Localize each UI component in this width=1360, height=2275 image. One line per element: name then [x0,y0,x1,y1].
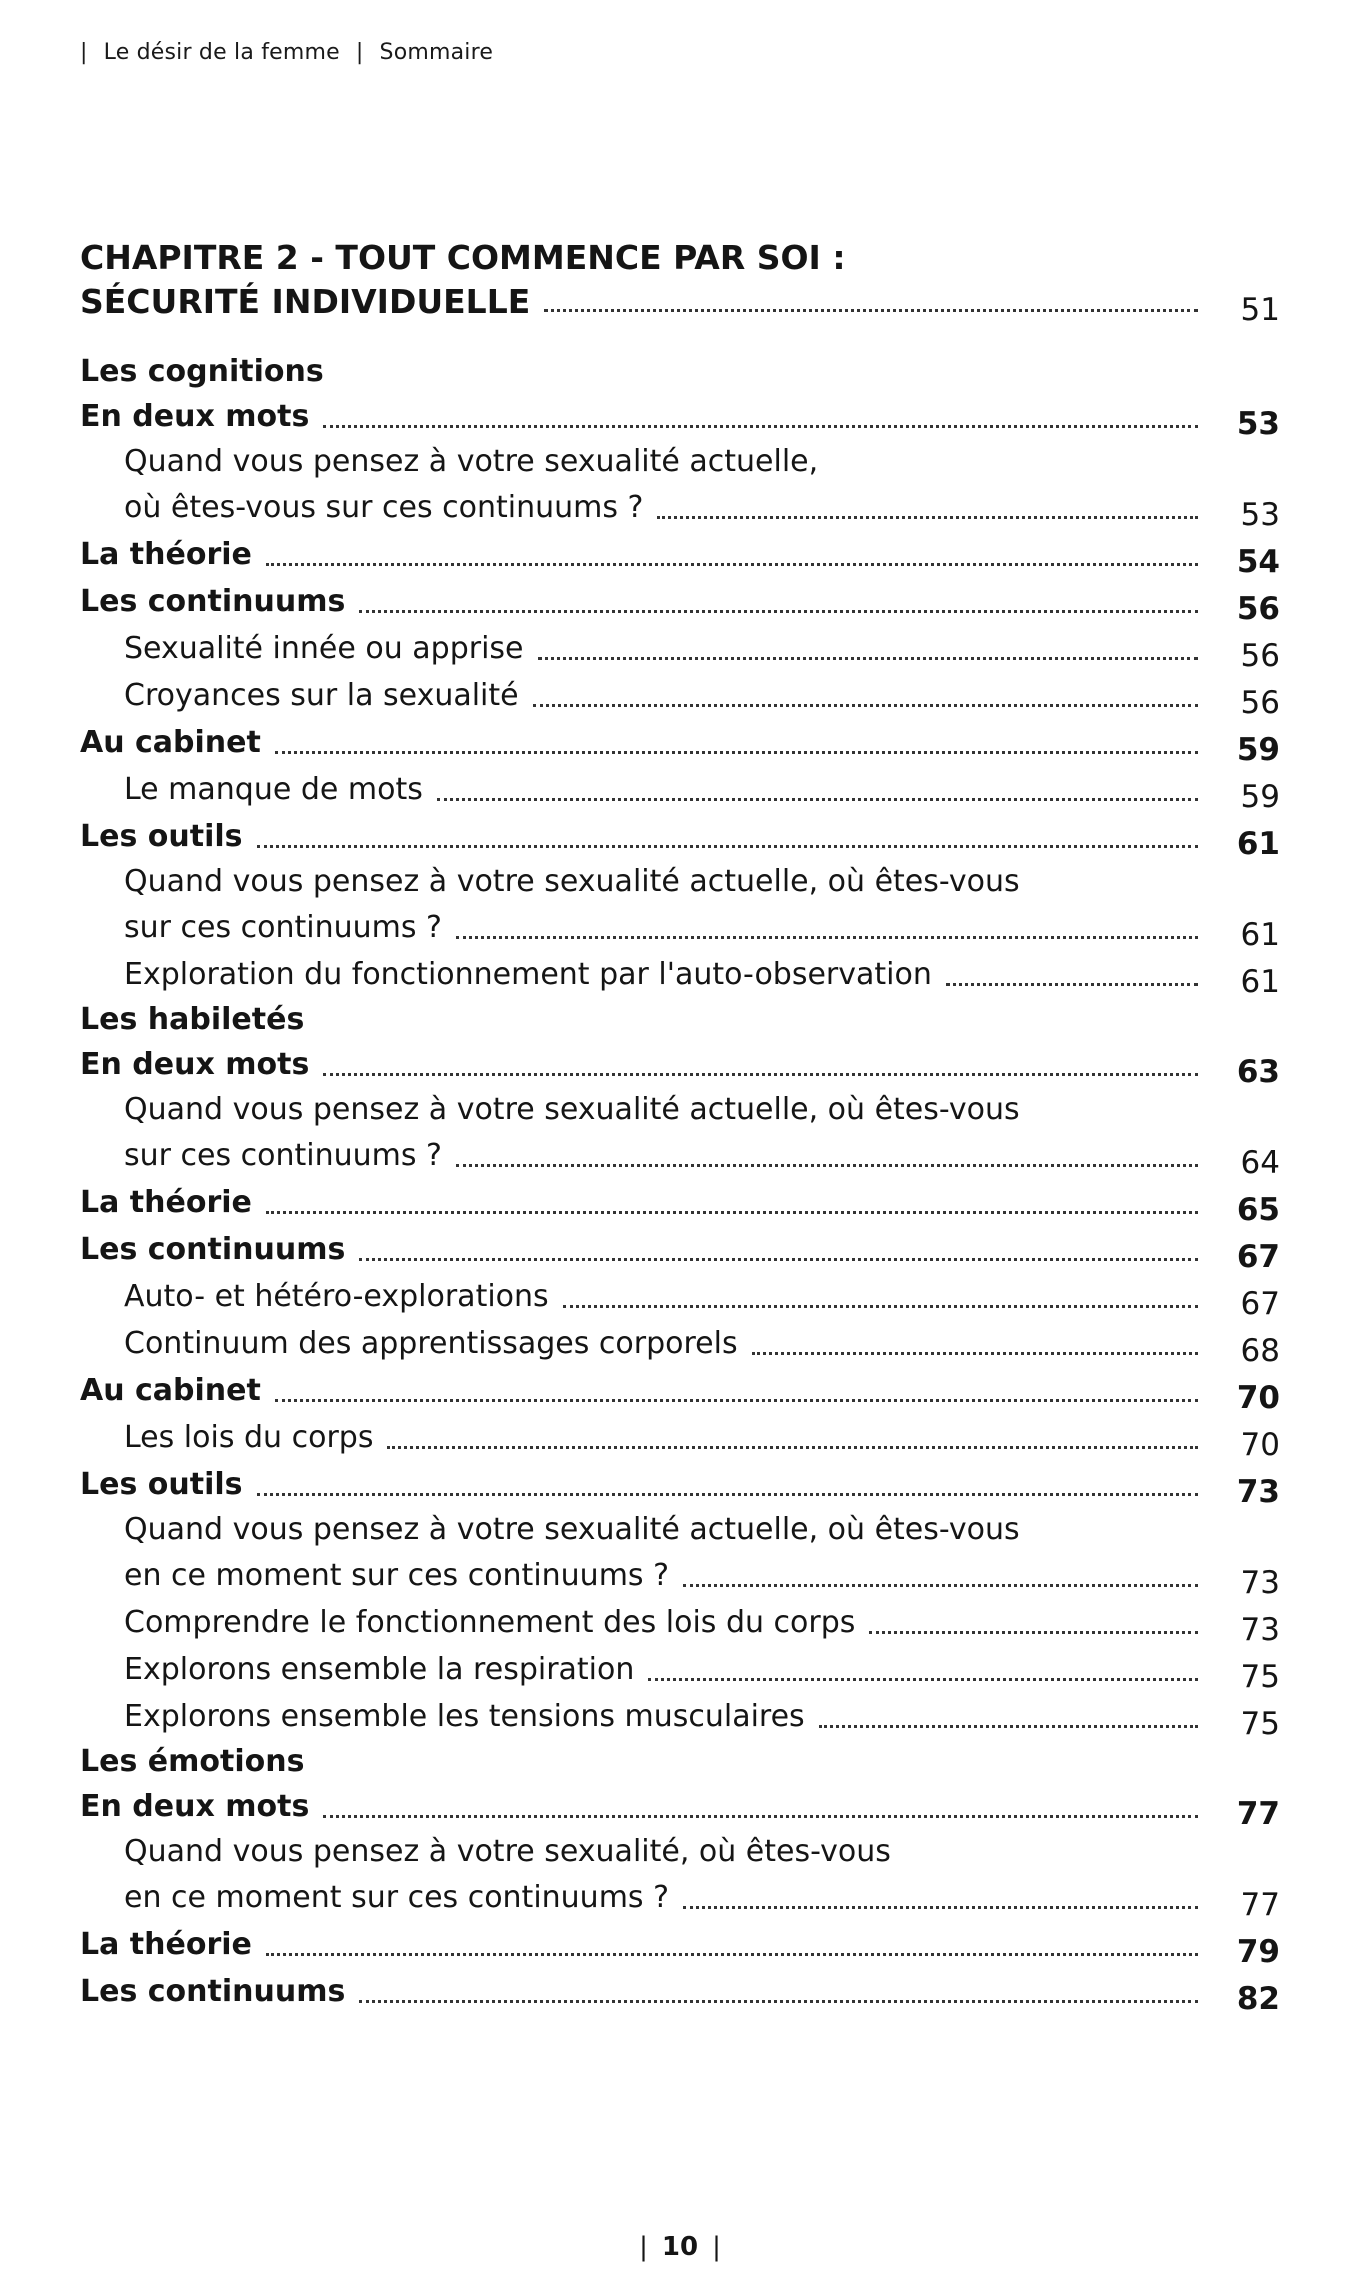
dot-leader [387,1446,1198,1449]
toc-entry [80,393,1280,440]
entry-title: Exploration du fonctionnement par l'auto-observation [124,957,932,992]
toc-subentry [80,672,1280,719]
entry-page-number: 61 [1240,964,1280,1000]
entry-title: sur ces continuums ? [124,910,442,945]
entry-page-number: 70 [1236,1380,1280,1416]
toc-subentry [80,1552,1280,1599]
dot-leader [266,563,1198,566]
entry-title: Au cabinet [80,725,261,760]
toc-entry-line: Quand vous pensez à votre sexualité actuelle, où êtes-vous [124,864,1020,899]
chapter-page-number: 51 [1240,292,1280,328]
spacer [80,324,1280,350]
toc-entry [80,1367,1280,1414]
entry-title: Explorons ensemble les tensions musculaires [124,1699,805,1734]
page-number: 10 [661,2232,699,2262]
dot-leader [323,1073,1198,1076]
entry-page-number: 73 [1240,1612,1280,1648]
entry-page-number: 73 [1240,1565,1280,1601]
entry-page-number: 53 [1240,497,1280,533]
dot-leader [538,657,1199,660]
toc-entry [80,1226,1280,1273]
entry-title: sur ces continuums ? [124,1138,442,1173]
section-heading: Les cognitions [80,354,324,389]
toc-entry [80,1041,1280,1088]
entry-page-number: 79 [1236,1934,1280,1970]
entry-title: Les continuums [80,1974,346,2009]
entry-title: En deux mots [80,1047,310,1082]
chapter-title-line2: SÉCURITÉ INDIVIDUELLE [80,282,531,321]
dot-leader [456,936,1198,939]
book-title: Le désir de la femme [103,40,340,65]
entry-title: En deux mots [80,1789,310,1824]
entry-page-number: 61 [1236,826,1280,862]
toc-subentry [80,1414,1280,1461]
entry-title: Sexualité innée ou apprise [124,631,524,666]
dot-leader [266,1953,1198,1956]
section-title: Sommaire [379,40,494,65]
entry-title: en ce moment sur ces continuums ? [124,1558,670,1593]
toc-subentry [80,1599,1280,1646]
toc-entry-line: Quand vous pensez à votre sexualité actuelle, où êtes-vous [124,1512,1020,1547]
toc-subentry [80,1320,1280,1367]
dot-leader [819,1725,1198,1728]
dot-leader [456,1164,1198,1167]
entry-title: Les lois du corps [124,1420,374,1455]
toc-entry [80,1968,1280,2015]
entry-page-number: 64 [1240,1145,1280,1181]
dot-leader [544,309,1198,312]
running-head-separator: | [80,40,88,65]
folio-separator: | [639,2232,648,2262]
entry-page-number: 75 [1240,1706,1280,1742]
entry-page-number: 56 [1240,685,1280,721]
entry-title: où êtes-vous sur ces continuums ? [124,490,644,525]
toc-entry [80,578,1280,625]
entry-title: Les outils [80,1467,243,1502]
entry-page-number: 77 [1240,1887,1280,1923]
toc-entry [80,719,1280,766]
entry-title: Auto- et hétéro-explorations [124,1279,549,1314]
toc-entries [80,350,1280,2015]
dot-leader [533,704,1198,707]
entry-title: Les continuums [80,584,346,619]
dot-leader [683,1906,1198,1909]
dot-leader [275,751,1198,754]
entry-title: La théorie [80,1185,252,1220]
toc-entry-line: Quand vous pensez à votre sexualité actuelle, [124,444,819,479]
entry-page-number: 63 [1236,1054,1280,1090]
toc-subentry [80,766,1280,813]
entry-page-number: 73 [1236,1474,1280,1510]
entry-page-number: 82 [1236,1981,1280,2017]
entry-page-number: 59 [1236,732,1280,768]
toc-subentry [80,1646,1280,1693]
toc-entry [80,1783,1280,1830]
entry-title: La théorie [80,1927,252,1962]
entry-title: Comprendre le fonctionnement des lois du corps [124,1605,856,1640]
dot-leader [266,1211,1198,1214]
toc-subentry [80,1132,1280,1179]
entry-page-number: 67 [1236,1239,1280,1275]
table-of-contents [80,236,1280,2015]
entry-page-number: 67 [1240,1286,1280,1322]
entry-title: Le manque de mots [124,772,423,807]
dot-leader [359,1258,1198,1261]
dot-leader [683,1584,1198,1587]
entry-page-number: 61 [1240,917,1280,953]
dot-leader [657,516,1198,519]
entry-page-number: 65 [1236,1192,1280,1228]
toc-entry [80,1179,1280,1226]
dot-leader [257,845,1199,848]
folio-separator: | [712,2232,721,2262]
dot-leader [257,1493,1199,1496]
toc-entry [80,813,1280,860]
toc-subentry [80,1693,1280,1740]
entry-title: Continuum des apprentissages corporels [124,1326,738,1361]
chapter-title-row [80,280,1280,328]
dot-leader [437,798,1198,801]
dot-leader [323,425,1198,428]
entry-title: Les outils [80,819,243,854]
toc-entry [80,1461,1280,1508]
toc-entry-line: Quand vous pensez à votre sexualité actuelle, où êtes-vous [124,1092,1020,1127]
dot-leader [752,1352,1198,1355]
entry-page-number: 53 [1236,406,1280,442]
entry-title: En deux mots [80,399,310,434]
entry-page-number: 75 [1240,1659,1280,1695]
entry-page-number: 59 [1240,779,1280,815]
entry-page-number: 56 [1236,591,1280,627]
chapter-title-line1: CHAPITRE 2 - TOUT COMMENCE PAR SOI : [80,238,846,277]
toc-subentry [80,951,1280,998]
entry-title: Croyances sur la sexualité [124,678,519,713]
toc-subentry [80,1273,1280,1320]
section-heading: Les habiletés [80,1002,305,1037]
dot-leader [648,1678,1198,1681]
entry-page-number: 77 [1236,1796,1280,1832]
folio [0,2232,1360,2262]
dot-leader [359,610,1198,613]
entry-title: La théorie [80,537,252,572]
toc-entry [80,531,1280,578]
toc-entry [80,1921,1280,1968]
entry-page-number: 70 [1240,1427,1280,1463]
dot-leader [946,983,1198,986]
running-head-separator: | [355,40,364,65]
running-head [80,40,493,65]
entry-title: Au cabinet [80,1373,261,1408]
entry-title: en ce moment sur ces continuums ? [124,1880,670,1915]
entry-page-number: 56 [1240,638,1280,674]
dot-leader [359,2000,1198,2003]
dot-leader [275,1399,1198,1402]
toc-subentry [80,1874,1280,1921]
entry-page-number: 54 [1236,544,1280,580]
toc-subentry [80,904,1280,951]
toc-subentry [80,625,1280,672]
entry-title: Les continuums [80,1232,346,1267]
toc-subentry [80,484,1280,531]
toc-entry-line: Quand vous pensez à votre sexualité, où êtes-vous [124,1834,891,1869]
dot-leader [323,1815,1198,1818]
entry-title: Explorons ensemble la respiration [124,1652,635,1687]
dot-leader [869,1631,1198,1634]
entry-page-number: 68 [1240,1333,1280,1369]
dot-leader [563,1305,1198,1308]
section-heading: Les émotions [80,1744,305,1779]
